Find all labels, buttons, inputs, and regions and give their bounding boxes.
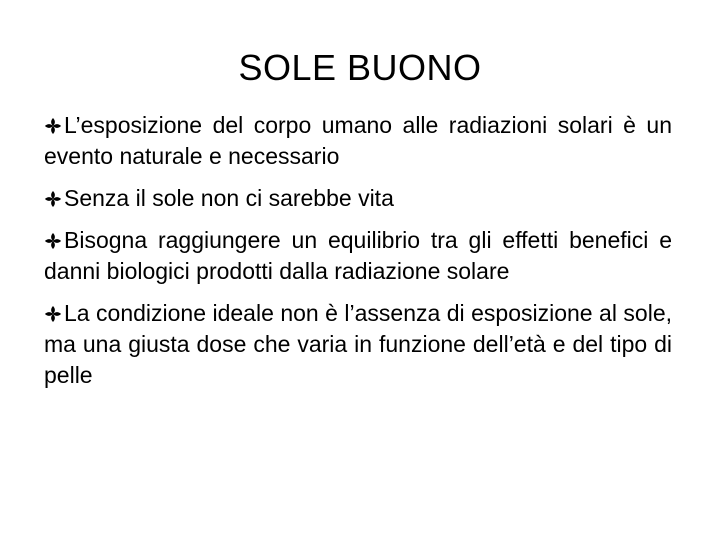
- bullet-text: Senza il sole non ci sarebbe vita: [64, 185, 394, 211]
- four-leaf-diamond-icon: [44, 117, 62, 135]
- four-leaf-diamond-icon: [44, 305, 62, 323]
- bullet-text: L’esposizione del corpo umano alle radiazioni solari è un evento naturale e necessario: [44, 112, 672, 169]
- bullet-item: [44, 183, 672, 214]
- bullet-list: [44, 110, 672, 402]
- four-leaf-diamond-icon: [44, 190, 62, 208]
- bullet-text: Bisogna raggiungere un equilibrio tra gli effetti benefici e danni biologici prodotti dalla radiazione solare: [44, 227, 672, 284]
- bullet-text: La condizione ideale non è l’assenza di esposizione al sole, ma una giusta dose che varia in funzione dell’età e del tipo di pelle: [44, 300, 672, 388]
- slide-title: SOLE BUONO: [238, 47, 482, 88]
- bullet-item: [44, 110, 672, 172]
- four-leaf-diamond-icon: [44, 232, 62, 250]
- bullet-item: [44, 298, 672, 391]
- bullet-item: [44, 225, 672, 287]
